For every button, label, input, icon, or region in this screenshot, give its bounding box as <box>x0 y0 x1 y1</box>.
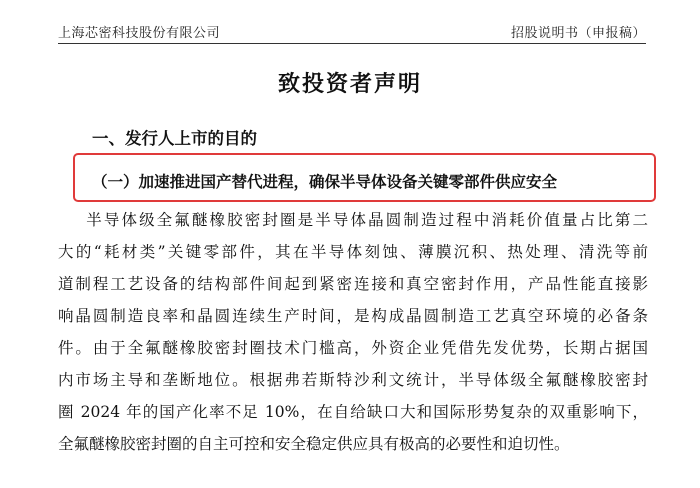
paragraph-line: 半导体级全氟醚橡胶密封圈是半导体晶圆制造过程中消耗价值量占比第二 <box>58 211 648 229</box>
paragraph-line: 响晶圆制造良率和晶圆连续生产时间，是构成晶圆制造工艺真空环境的必备条 <box>58 307 648 325</box>
header-company-name: 上海芯密科技股份有限公司 <box>58 26 221 41</box>
paragraph-line: 全氟醚橡胶密封圈的自主可控和安全稳定供应具有极高的必要性和迫切性。 <box>58 435 570 453</box>
page-title: 致投资者声明 <box>277 72 422 97</box>
subsection-heading: （一）加速推进国产替代进程，确保半导体设备关键零部件供应安全 <box>92 173 558 191</box>
paragraph-line: 道制程工艺设备的结构部件间起到紧密连接和真空密封作用，产品性能直接影 <box>58 275 648 293</box>
section-heading: 一、发行人上市的目的 <box>92 129 257 148</box>
paragraph-line: 圈 2024 年的国产化率不足 10%，在自给缺口大和国际形势复杂的双重影响下， <box>58 403 648 421</box>
paragraph-line: 大的“耗材类”关键零部件，其在半导体刻蚀、薄膜沉积、热处理、清洗等前 <box>58 243 648 261</box>
body-paragraph <box>58 204 648 460</box>
header-document-type: 招股说明书（申报稿） <box>510 26 646 41</box>
header-divider <box>58 43 646 44</box>
paragraph-line: 件。由于全氟醚橡胶密封圈技术门槛高，外资企业凭借先发优势，长期占据国 <box>58 339 648 357</box>
paragraph-line: 内市场主导和垄断地位。根据弗若斯特沙利文统计，半导体级全氟醚橡胶密封 <box>58 371 648 389</box>
